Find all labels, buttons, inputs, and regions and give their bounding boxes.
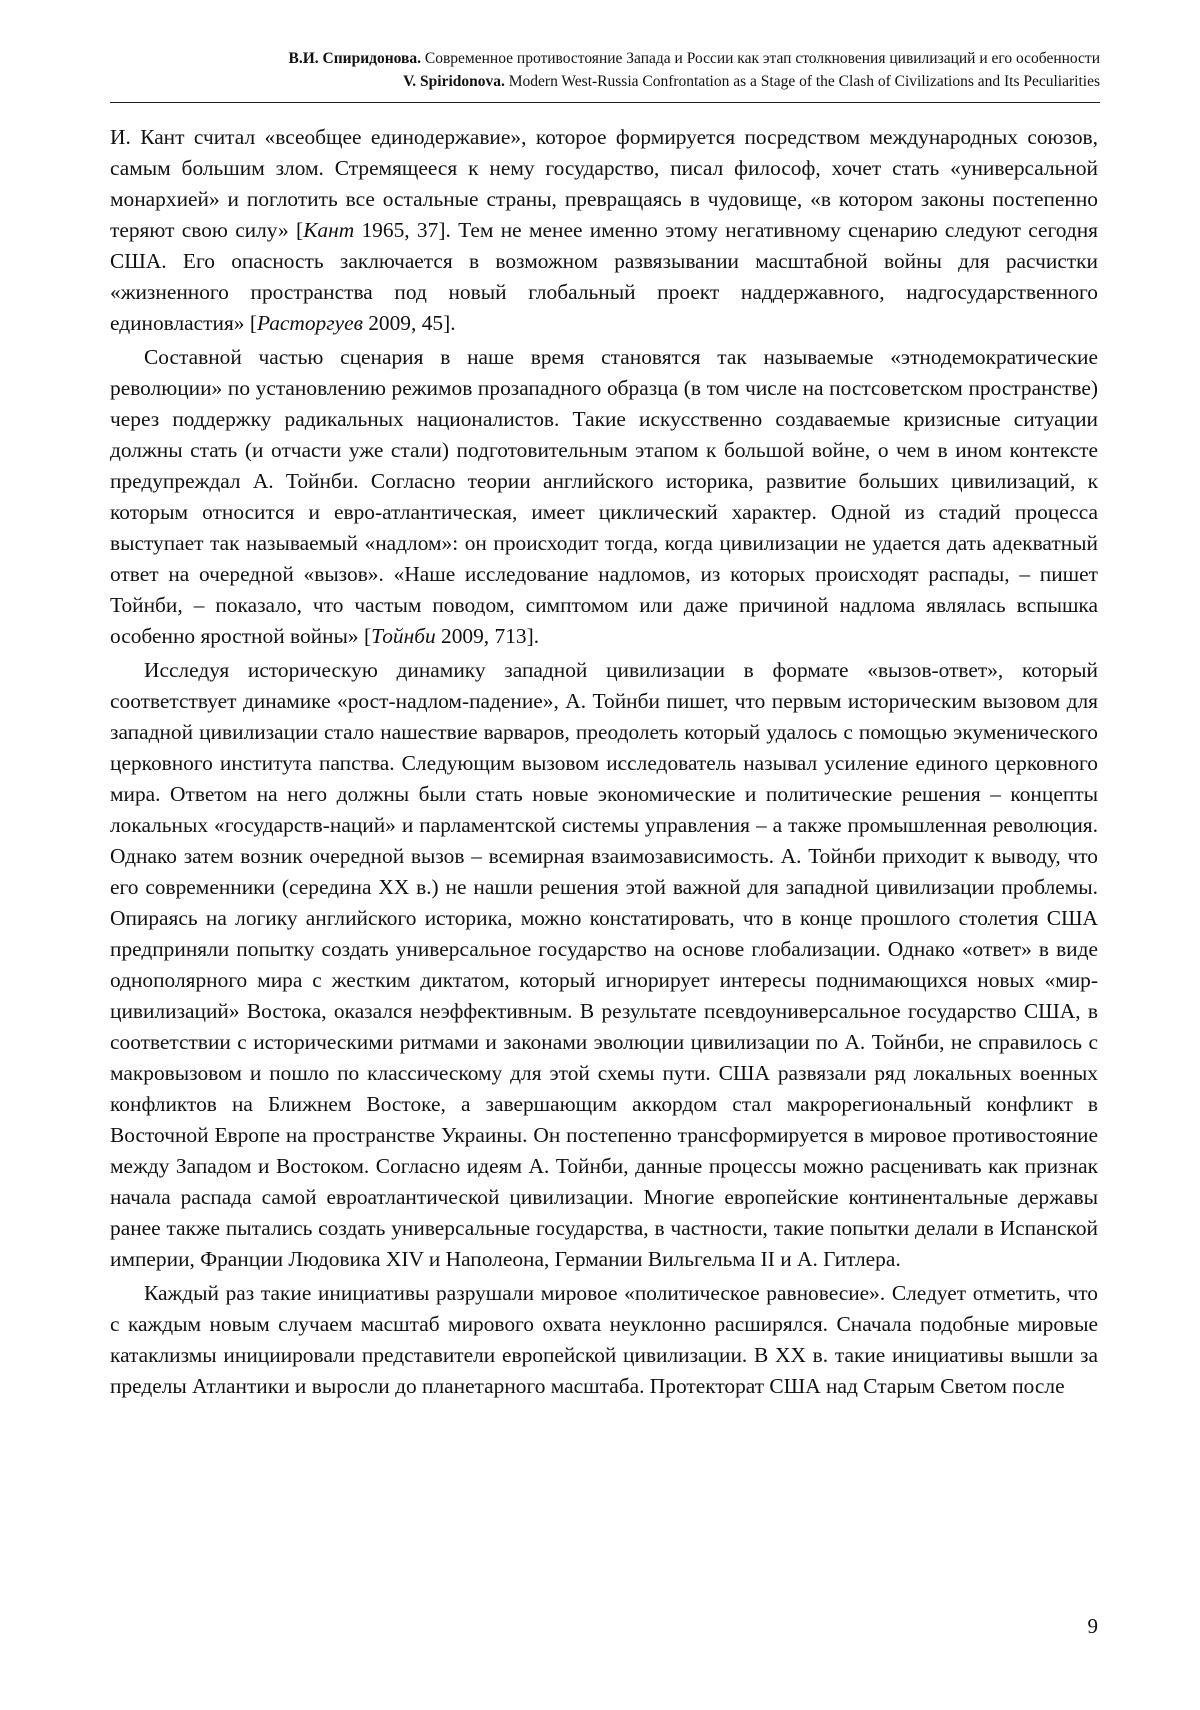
header-divider [110,102,1100,103]
running-head-english [110,70,1100,93]
running-head-russian [110,47,1100,70]
article-body [110,122,1098,1402]
paragraph-2 [110,342,1098,652]
paragraph-1-text-a: И. Кант считал «всеобщее единодержавие», которое формируется посредством международных союзов, самым большим злом. Стремящееся к нему государство, писал философ, хочет стать «универсальной монархией» и поглотить все остальные страны, превращаясь в чудовище, «в котором законы постепенно теряют свою силу» [ [110,125,1098,242]
running-head-title-en: Modern West-Russia Confrontation as a Stage of the Clash of Civilizations and Its Peculiarities [504,73,1100,90]
paragraph-1-text-c: 2009, 45]. [362,311,456,335]
page-number: 9 [1087,1614,1098,1638]
paragraph-2-text-a: Составной частью сценария в наше время становятся так называемые «этнодемократические революции» по установлению режимов прозападного образца (в том числе на постсоветском пространстве) через поддержку радикальных националистов. Такие искусственно создаваемые кризисные ситуации должны стать (и отчасти уже стали) подготовительным этапом к большой войне, о чем в ином контексте предупреждал А. Тойнби. Согласно теории английского историка, развитие больших цивилизаций, к которым относится и евро-атлантическая, имеет циклический характер. Одной из стадий процесса выступает так называемый «надлом»: он происходит тогда, когда цивилизации не удается дать адекватный ответ на очередной «вызов». «Наше исследование надломов, из которых происходят распады, – пишет Тойнби, – показало, что частым поводом, симптомом или даже причиной надлома являлась вспышка особенно яростной войны» [ [110,345,1098,648]
running-head-author-ru: В.И. Спиридонова. [288,50,422,67]
paragraph-4: Каждый раз такие инициативы разрушали мировое «политическое равновесие». Следует отметить, что с каждым новым случаем масштаб мирового охвата неуклонно расширялся. Сначала подобные мировые катаклизмы инициировали представители европейской цивилизации. В XX в. такие инициативы вышли за пределы Атлантики и выросли до планетарного масштаба. Протекторат США над Старым Светом после [110,1281,1098,1398]
running-head-title-ru: Современное противостояние Запада и России как этап столкновения цивилизаций и его особенности [421,50,1100,67]
citation-author-rastorguev: Расторгуев [256,311,363,335]
running-head-author-en: V. Spiridonova. [403,73,505,90]
paragraph-2-text-b: 2009, 713]. [435,624,540,648]
running-head [110,47,1100,93]
paragraph-1-text-b: 1965, 37]. Тем не менее именно этому негативному сценарию следуют сегодня США. Его опасность заключается в возможном развязывании масштабной войны для расчистки «жизненного пространства под новый глобальный проект наддержавного, надгосударственного единовластия» [ [110,218,1098,335]
paragraph-1 [110,122,1098,339]
paragraph-3: Исследуя историческую динамику западной цивилизации в формате «вызов-ответ», который соответствует динамике «рост-надлом-падение», А. Тойнби пишет, что первым историческим вызовом для западной цивилизации стало нашествие варваров, преодолеть который удалось с помощью экуменического церковного института папства. Следующим вызовом исследователь называл усиление единого церковного мира. Ответом на него должны были стать новые экономические и политические решения – концепты локальных «государств-наций» и парламентской системы управления – а также промышленная революция. Однако затем возник очередной вызов – всемирная взаимозависимость. А. Тойнби приходит к выводу, что его современники (середина XX в.) не нашли решения этой важной для западной цивилизации проблемы. Опираясь на логику английского историка, можно констатировать, что в конце прошлого столетия США предприняли попытку создать универсальное государство на основе глобализации. Однако «ответ» в виде однополярного мира с жестким диктатом, который игнорирует интересы поднимающихся новых «мир-цивилизаций» Востока, оказался неэффективным. В результате псевдоуниверсальное государство США, в соответствии с историческими ритмами и законами эволюции цивилизации по А. Тойнби, не справилось с макровызовом и пошло по классическому для этой схемы пути. США развязали ряд локальных военных конфликтов на Ближнем Востоке, а завершающим аккордом стал макрорегиональный конфликт в Восточной Европе на пространстве Украины. Он постепенно трансформируется в мировое противостояние между Западом и Востоком. Согласно идеям А. Тойнби, данные процессы можно расценивать как признак начала распада самой евроатлантической цивилизации. Многие европейские континентальные державы ранее также пытались создать универсальные государства, в частности, такие попытки делали в Испанской империи, Франции Людовика XIV и Наполеона, Германии Вильгельма II и А. Гитлера. [110,658,1098,1271]
citation-author-kant: Кант [303,218,355,242]
citation-author-toynbee: Тойнби [371,624,436,648]
